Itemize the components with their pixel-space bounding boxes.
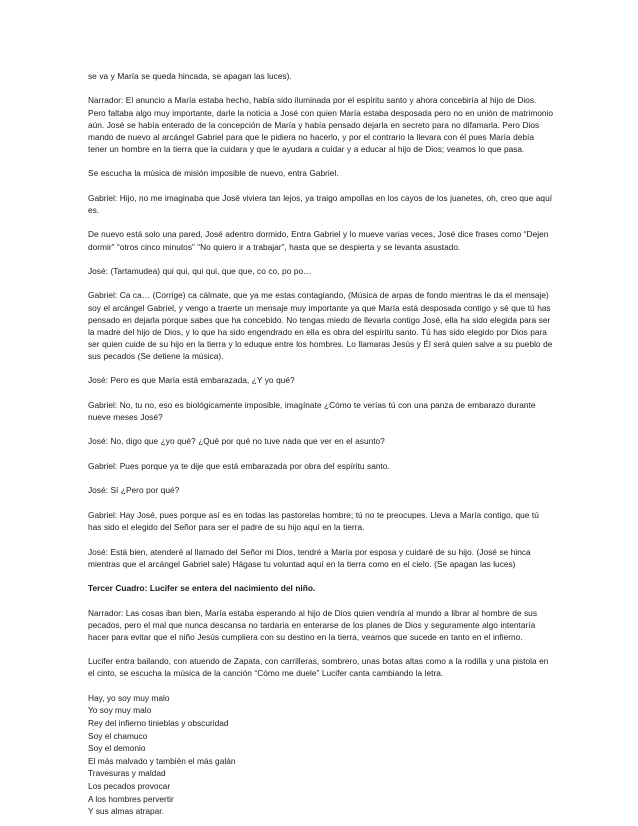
section-heading: Tercer Cuadro: Lucifer se entera del nacimiento del niño. — [88, 583, 316, 594]
lyric-line: Soy el demonio — [88, 743, 146, 754]
lyric-line: El más malvado y también el más galán — [88, 755, 236, 766]
lyric-line: Travesuras y maldad — [88, 768, 166, 779]
paragraph: Gabriel: Hay José, pues porque así es en todas las pastorelas hombre; tú no te preocupes. Lleva a María contigo, que tú has sido el elegido del Señor para ser el padre de su hijo aquí en la tierra. — [88, 509, 539, 533]
paragraph: Lucifer entra bailando, con atuendo de Zapata, con carrilleras, sombrero, unas botas altas como a la rodilla y una pistola en el cinto, se escucha la música de la canción “Cómo me duele” Lucifer canta cambiando la letra. — [88, 656, 549, 679]
paragraph: José: Sí ¿Pero por qué? — [88, 485, 180, 496]
paragraph: se va y María se queda hincada, se apagan las luces). — [88, 71, 292, 81]
paragraph: Narrador: Las cosas iban bien, María estaba esperando al hijo de Dios quien vendría al mundo a librar al hombre de sus pecados, pero el mal que nunca descansa no tardaría en enterarse de los planes de Dios y seguramente algo intentaría hacer para evitar que el niño Jesús cumpliera con su destino en la tierra, veamos que sucede en tanto en el infierno. — [88, 607, 537, 642]
paragraph: Gabriel: No, tu no, eso es biológicamente imposible, imagínate ¿Cómo te verías tú con una panza de embarazo durante nueve meses José? — [88, 399, 536, 422]
paragraph: De nuevo está solo una pared, José adentro dormido, Entra Gabriel y lo mueve varias veces, José dice frases como “Dejen dormir” “otros cinco minutos” “No quiero ir a trabajar”, hasta que se despierta y se levanta asustado. — [88, 229, 549, 252]
paragraph: Narrador: El anuncio a María estaba hecho, había sido iluminada por el espíritu santo y ahora concebiría al hijo de Dios. Pero faltaba algo muy importante, darle la noticia a José con quien María estaba desposada pero no en unión de matrimonio aún. José se había enterado de la concepción de María y había pensado dejarla en secreto para no difamarla. Pero Dios mando de nuevo al arcángel Gabriel para que le pidiera no hacerlo, y por el contrario la llevara con él pues María debía tener un hombre en la tierra que la cuidara y que le ayudara a cuidar y a educar al hijo de Dios; veamos lo que pasa. — [88, 95, 554, 154]
lyric-line: Y sus almas atrapar. — [88, 806, 164, 817]
lyric-line: Hay, yo soy muy malo — [88, 692, 170, 703]
paragraph: Gabriel: Pues porque ya te dije que está embarazada por obra del espíritu santo. — [88, 460, 390, 471]
paragraph: Gabriel: Ca ca… (Corrige) ca cálmate, que ya me estas contagiando, (Música de arpas de fondo mientras le da el mensaje) soy el arcángel Gabriel, y vengo a traerte un mensaje muy importante ya que María está desposada contigo y sé que tú has pensado en dejarla porque sabes que ha concebido. No tengas miedo de llevarla contigo José, ella ha sido elegida para ser la madre del hijo de Dios, y lo que ha sido engendrado en ella es obra del espíritu santo. Tú has sido elegido por Dios para ser quien cuide de su hijo en la tierra y lo eduque entre los hombres. Lo llamaras Jesús y Él será quien salve a su pueblo de sus pecados (Se detiene la música). — [88, 290, 553, 361]
lyric-line: Soy el chamuco — [88, 730, 148, 741]
lyric-line: Yo soy muy malo — [88, 705, 152, 716]
lyric-line: Los pecados provocar — [88, 780, 171, 791]
paragraph: José: No, digo que ¿yo qué? ¿Qué por qué no tuve nada que ver en el asunto? — [88, 436, 385, 447]
paragraph: José: Está bien, atenderé al llamado del Señor mi Dios, tendré a María por esposa y cuidaré de su hijo. (José se hinca mientras que el arcángel Gabriel sale) Hágase tu voluntad aquí en la tierra como en el cielo. (Se apagan las luces) — [88, 546, 531, 569]
lyric-line: A los hombres pervertir — [88, 793, 174, 804]
lyric-line: Rey del infierno tinieblas y obscuridad — [88, 718, 229, 729]
song-lyrics — [88, 692, 554, 818]
paragraph: José: (Tartamudea) qui qui, qui qui, que que, co co, po po… — [88, 265, 312, 276]
paragraph: José: Pero es que María está embarazada, ¿Y yo qué? — [88, 375, 295, 386]
paragraph: Gabriel: Hijo, no me imaginaba que José viviera tan lejos, ya traigo ampollas en los cayos de los juanetes, oh, creo que aquí es. — [88, 192, 553, 215]
paragraph: Se escucha la música de misión imposible de nuevo, entra Gabriel. — [88, 168, 339, 179]
